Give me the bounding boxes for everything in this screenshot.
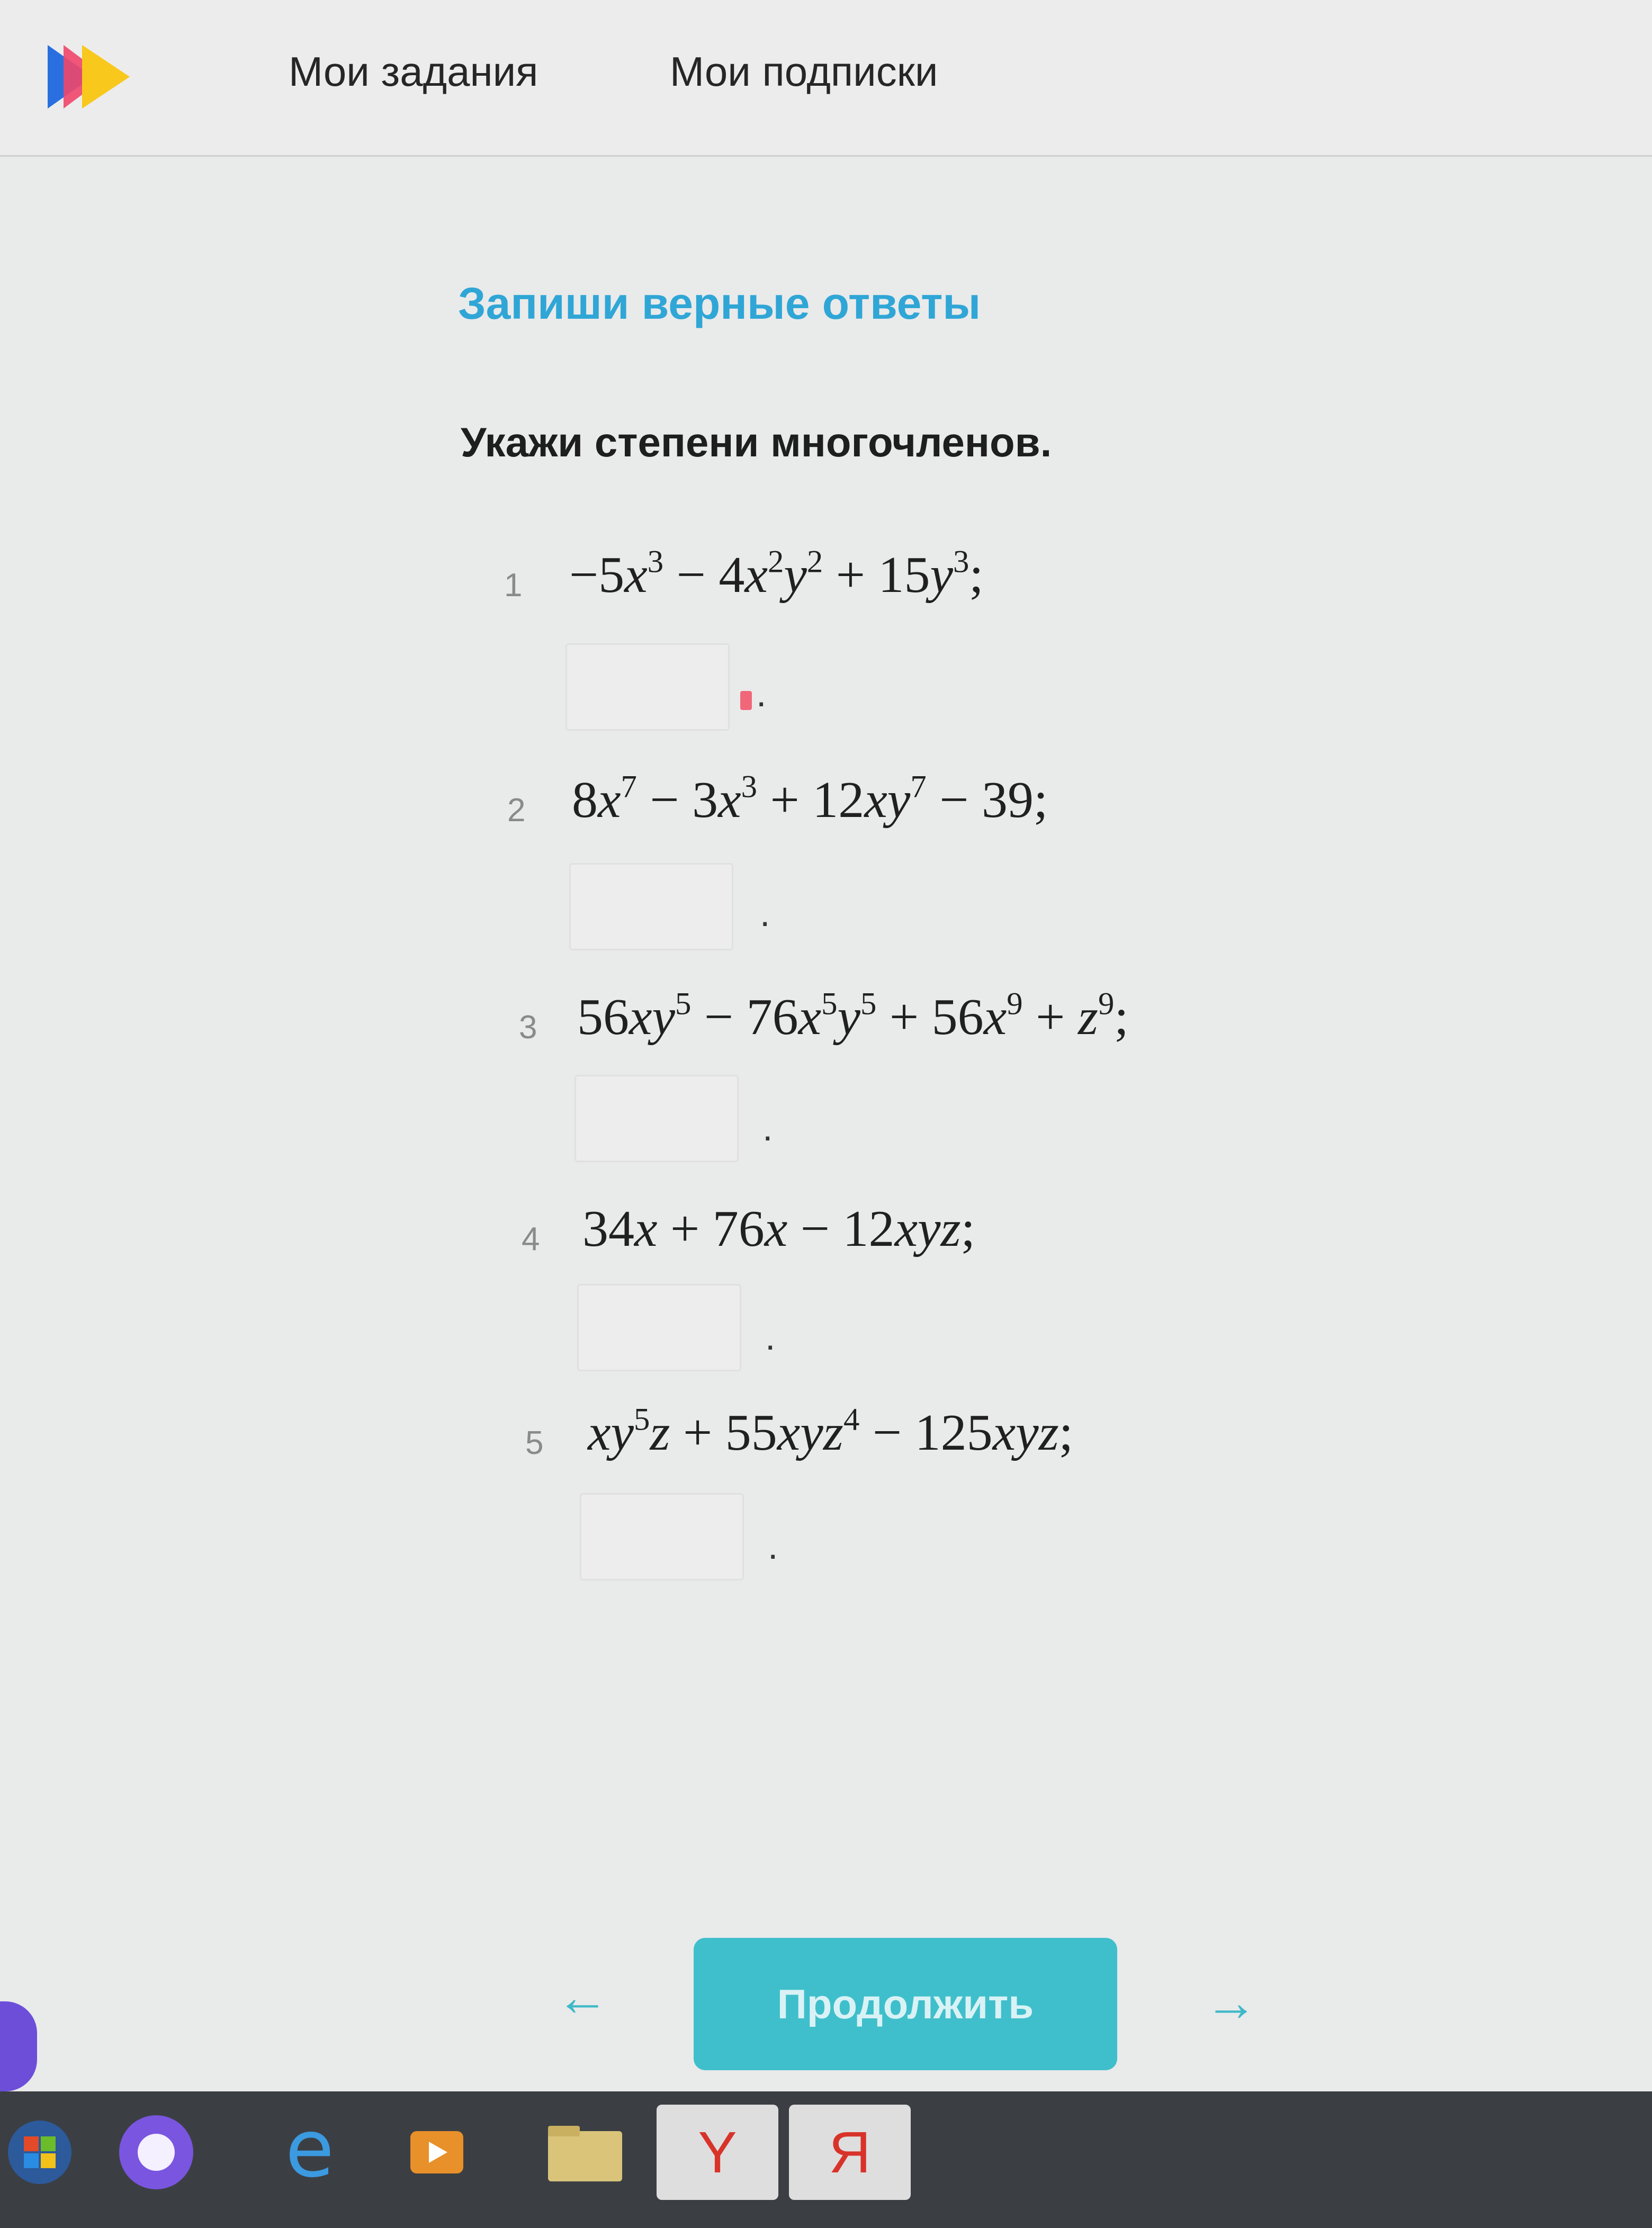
item-number: 1	[504, 567, 523, 604]
item-number: 4	[522, 1221, 540, 1257]
taskbar	[0, 2091, 1652, 2228]
polynomial-3: $56xy^5 - 76x^5y^5 + 56x^9 + z^9$;	[577, 986, 1129, 1046]
nav-my-subscriptions[interactable]: Мои подписки	[670, 48, 938, 95]
item-number: 2	[507, 792, 526, 829]
answer-suffix: .	[762, 1107, 773, 1148]
polynomial-5: $xy^5z + 55xyz^4 - 125xyz$;	[588, 1402, 1073, 1461]
next-arrow-button[interactable]: →	[1205, 1973, 1258, 2032]
answer-suffix: .	[765, 1316, 776, 1358]
task-question: Укажи степени многочленов.	[461, 419, 1052, 465]
start-button-icon[interactable]	[0, 2107, 85, 2197]
task-instruction: Запиши верные ответы	[458, 278, 981, 328]
nav-my-tasks[interactable]: Мои задания	[289, 48, 538, 95]
yandex-icon[interactable]: Я	[789, 2105, 911, 2200]
side-widget-icon[interactable]	[0, 2001, 37, 2091]
answer-suffix: .	[760, 893, 770, 934]
yandex-browser-y-icon[interactable]: Y	[657, 2105, 778, 2200]
item-number: 5	[525, 1425, 544, 1461]
polynomial-1: $-5x^3 - 4x^2y^2 + 15y^3$;	[569, 544, 984, 604]
media-player-icon[interactable]	[392, 2107, 482, 2197]
alice-assistant-icon[interactable]	[111, 2107, 201, 2197]
continue-button[interactable]: Продолжить	[694, 1938, 1117, 2070]
answer-input-3[interactable]	[574, 1075, 739, 1162]
svg-text:e: e	[285, 2113, 335, 2192]
answer-input-2[interactable]	[569, 863, 733, 950]
answer-input-1[interactable]	[565, 643, 730, 731]
answer-suffix: .	[756, 673, 767, 714]
internet-explorer-icon[interactable]	[265, 2107, 355, 2197]
text-caret	[740, 691, 752, 710]
polynomial-2: $8x^7 - 3x^3 + 12xy^7 - 39$;	[572, 769, 1048, 829]
file-explorer-icon[interactable]	[540, 2107, 630, 2197]
answer-input-5[interactable]	[580, 1493, 744, 1580]
prev-arrow-button[interactable]: ←	[556, 1968, 609, 2027]
polynomial-4: 34x + 76x − 12xyz;	[582, 1200, 975, 1257]
answer-input-4[interactable]	[577, 1284, 741, 1371]
top-navigation	[0, 0, 1652, 157]
item-number: 3	[519, 1009, 537, 1046]
logo-icon[interactable]	[42, 42, 138, 111]
answer-suffix: .	[768, 1525, 778, 1567]
